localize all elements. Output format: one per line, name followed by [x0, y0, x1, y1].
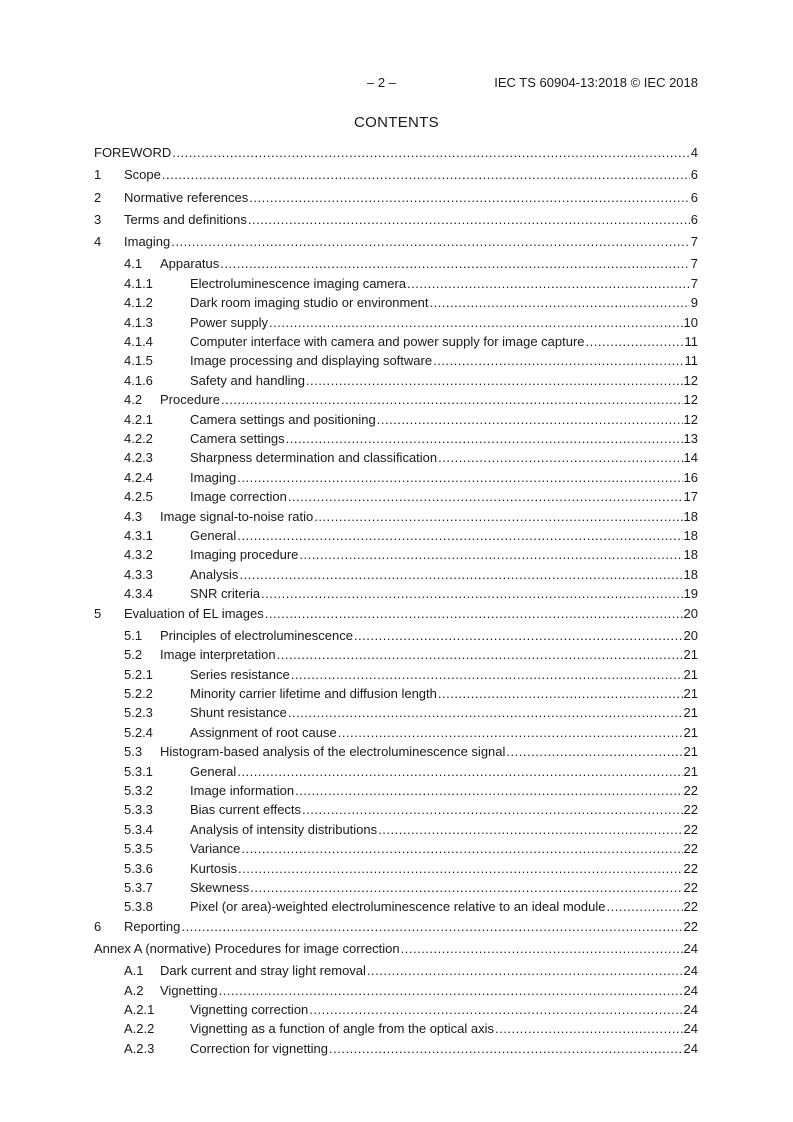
- toc-dot-leader: [171, 234, 690, 249]
- toc-entry-page: 22: [683, 841, 698, 857]
- toc-entry[interactable]: [94, 167, 698, 189]
- toc-entry-page: 20: [683, 627, 698, 643]
- toc-entry-number: 4.2.3: [124, 450, 153, 466]
- toc-entry-page: 22: [683, 860, 698, 876]
- toc-dot-leader: [220, 256, 690, 271]
- toc-entry-number: 5.3.3: [124, 802, 153, 818]
- toc-entry-title: Pixel (or area)-weighted electroluminescence relative to an ideal module: [190, 899, 606, 915]
- toc-entry-title: Analysis of intensity distributions: [190, 821, 378, 837]
- toc-entry-title: General: [190, 763, 237, 779]
- toc-entry-number: A.1: [124, 963, 144, 979]
- toc-entry[interactable]: [94, 725, 698, 744]
- toc-entry-title: Image signal-to-noise ratio: [160, 508, 314, 524]
- toc-entry-title: Image interpretation: [160, 647, 276, 663]
- toc-entry[interactable]: [94, 256, 698, 275]
- toc-dot-leader: [265, 606, 683, 621]
- toc-entry[interactable]: [94, 450, 698, 469]
- toc-entry-title: Scope: [124, 167, 161, 183]
- toc-entry-page: 21: [683, 744, 698, 760]
- toc-dot-leader: [429, 295, 689, 310]
- toc-entry-page: 24: [683, 1021, 698, 1037]
- toc-dot-leader: [306, 373, 683, 388]
- toc-entry-page: 11: [684, 334, 698, 350]
- toc-entry-page: 9: [690, 295, 698, 311]
- toc-dot-leader: [291, 667, 683, 682]
- toc-entry-number: A.2.2: [124, 1021, 155, 1037]
- toc-entry-page: 21: [683, 724, 698, 740]
- toc-entry[interactable]: [94, 647, 698, 666]
- toc-dot-leader: [162, 167, 690, 182]
- toc-dot-leader: [433, 353, 683, 368]
- toc-dot-leader: [288, 489, 683, 504]
- toc-entry[interactable]: [94, 606, 698, 628]
- toc-entry-number: 5.2: [124, 647, 143, 663]
- toc-dot-leader: [237, 528, 682, 543]
- toc-entry[interactable]: [94, 861, 698, 880]
- toc-entry-title: Electroluminescence imaging camera: [190, 275, 407, 291]
- toc-entry-title: Variance: [190, 841, 241, 857]
- toc-entry-number: 4.2.4: [124, 469, 153, 485]
- toc-entry[interactable]: [94, 783, 698, 802]
- toc-entry-number: 5.2.2: [124, 685, 153, 701]
- toc-entry-title: Image information: [190, 782, 295, 798]
- toc-entry-page: 21: [683, 666, 698, 682]
- toc-entry[interactable]: [94, 212, 698, 234]
- toc-entry-page: 21: [683, 763, 698, 779]
- toc-entry-page: 22: [683, 899, 698, 915]
- toc-dot-leader: [249, 190, 689, 205]
- toc-entry[interactable]: [94, 841, 698, 860]
- toc-entry-title: General: [190, 527, 237, 543]
- toc-entry-page: 18: [683, 547, 698, 563]
- toc-dot-leader: [495, 1021, 683, 1036]
- toc-dot-leader: [377, 412, 683, 427]
- toc-entry-number: 4.1.3: [124, 314, 153, 330]
- toc-entry-title: Series resistance: [190, 666, 290, 682]
- toc-entry-title: Reporting: [124, 918, 181, 934]
- toc-dot-leader: [181, 919, 682, 934]
- toc-entry[interactable]: [94, 392, 698, 411]
- toc-entry-title: Histogram-based analysis of the electroluminescence signal: [160, 744, 506, 760]
- toc-entry-page: 6: [690, 189, 698, 205]
- toc-entry-page: 24: [683, 940, 698, 956]
- toc-entry-number: 4.1.6: [124, 372, 153, 388]
- toc-entry-page: 18: [683, 527, 698, 543]
- toc-entry[interactable]: [94, 941, 698, 963]
- toc-dot-leader: [237, 470, 682, 485]
- toc-entry-title: FOREWORD: [94, 145, 172, 160]
- toc-entry-page: 21: [683, 685, 698, 701]
- toc-dot-leader: [172, 145, 689, 160]
- toc-entry-number: 6: [94, 918, 102, 934]
- toc-entry[interactable]: [94, 276, 698, 295]
- toc-entry-page: 12: [683, 411, 698, 427]
- toc-entry-number: 2: [94, 189, 102, 205]
- toc-entry-number: 4.1.4: [124, 334, 153, 350]
- toc-entry-number: A.2: [124, 982, 144, 998]
- toc-entry-number: 5.2.3: [124, 705, 153, 721]
- toc-entry-page: 7: [690, 234, 698, 250]
- toc-entry[interactable]: [94, 822, 698, 841]
- toc-dot-leader: [367, 963, 683, 978]
- toc-entry-title: Camera settings: [190, 431, 285, 446]
- toc-entry-title: Terms and definitions: [124, 211, 247, 227]
- toc-entry[interactable]: [94, 764, 698, 783]
- toc-entry[interactable]: [94, 547, 698, 566]
- toc-dot-leader: [269, 315, 682, 330]
- toc-entry-title: Annex A (normative) Procedures for image correction: [94, 940, 400, 956]
- toc-entry-page: 10: [683, 314, 698, 330]
- page-header: [94, 75, 698, 93]
- toc-entry-title: Vignetting as a function of angle from the optical axis: [190, 1021, 495, 1037]
- toc-entry[interactable]: [94, 190, 698, 212]
- toc-entry[interactable]: [94, 1002, 698, 1021]
- toc-entry[interactable]: [94, 412, 698, 431]
- toc-entry-page: 22: [683, 802, 698, 818]
- toc-dot-leader: [241, 841, 682, 856]
- toc-entry[interactable]: [94, 353, 698, 372]
- toc-entry-page: 22: [683, 879, 698, 895]
- toc-entry-title: Vignetting correction: [190, 1002, 309, 1018]
- toc-entry-number: 5.3.7: [124, 879, 153, 895]
- toc-entry-page: 16: [683, 469, 698, 485]
- toc-dot-leader: [329, 1041, 683, 1056]
- toc-dot-leader: [354, 628, 683, 643]
- toc-dot-leader: [221, 392, 683, 407]
- toc-entry-page: 7: [690, 275, 698, 291]
- toc-entry-number: 4: [94, 234, 102, 250]
- toc-entry-title: Procedure: [160, 392, 220, 408]
- toc-entry-page: 24: [683, 1040, 698, 1056]
- toc-entry-number: 4.1: [124, 256, 143, 272]
- toc-entry[interactable]: [94, 686, 698, 705]
- toc-dot-leader: [302, 802, 682, 817]
- toc-entry-page: 21: [683, 705, 698, 721]
- toc-entry-number: 5.3.1: [124, 763, 153, 779]
- toc-entry-title: Minority carrier lifetime and diffusion length: [190, 685, 437, 701]
- toc-entry[interactable]: [94, 919, 698, 941]
- toc-dot-leader: [250, 880, 682, 895]
- toc-entry-title: Safety and handling: [190, 372, 305, 388]
- toc-entry-number: 5.3.2: [124, 782, 153, 798]
- toc-entry-number: 5.1: [124, 627, 143, 643]
- toc-entry-number: 5.3.8: [124, 899, 153, 915]
- toc-entry[interactable]: [94, 334, 698, 353]
- toc-entry-number: 4.3: [124, 508, 143, 524]
- toc-entry-number: 4.2.2: [124, 431, 153, 446]
- toc-entry-page: 12: [683, 372, 698, 388]
- toc-entry-title: Dark current and stray light removal: [160, 963, 366, 979]
- toc-entry[interactable]: [94, 667, 698, 686]
- toc-dot-leader: [309, 1002, 682, 1017]
- toc-entry-title: Computer interface with camera and power supply for image capture: [190, 334, 585, 350]
- toc-entry[interactable]: [94, 509, 698, 528]
- toc-dot-leader: [586, 334, 684, 349]
- toc-entry-number: 4.1.1: [124, 275, 153, 291]
- toc-entry-number: 4.1.5: [124, 353, 153, 369]
- toc-entry-number: 3: [94, 211, 102, 227]
- toc-entry-title: Correction for vignetting: [190, 1040, 329, 1056]
- toc-dot-leader: [338, 725, 683, 740]
- toc-entry-page: 18: [683, 566, 698, 582]
- toc-entry-number: 4.2.1: [124, 411, 153, 427]
- toc-entry-page: 4: [690, 145, 698, 160]
- toc-entry-page: 7: [690, 256, 698, 272]
- toc-dot-leader: [314, 509, 682, 524]
- toc-entry-page: 12: [683, 392, 698, 408]
- toc-dot-leader: [277, 647, 683, 662]
- toc-entry-page: 11: [684, 353, 698, 369]
- toc-entry-title: Normative references: [124, 189, 249, 205]
- toc-entry-title: Apparatus: [160, 256, 220, 272]
- toc-dot-leader: [378, 822, 682, 837]
- toc-entry-page: 18: [683, 508, 698, 524]
- toc-entry[interactable]: [94, 1041, 698, 1060]
- toc-entry-page: 14: [683, 450, 698, 466]
- toc-entry-page: 21: [683, 647, 698, 663]
- toc-entry-number: 5.3.6: [124, 860, 153, 876]
- toc-entry-page: 6: [690, 211, 698, 227]
- toc-entry-number: 5.3.4: [124, 821, 153, 837]
- toc-entry[interactable]: [94, 470, 698, 489]
- toc-entry-number: 5.2.4: [124, 724, 153, 740]
- toc-entry-title: Analysis: [190, 566, 239, 582]
- toc-entry[interactable]: [94, 373, 698, 392]
- toc-entry-title: Imaging: [124, 234, 171, 250]
- toc-entry-page: 24: [683, 963, 698, 979]
- toc-entry[interactable]: [94, 528, 698, 547]
- toc-dot-leader: [438, 686, 683, 701]
- toc-entry-number: 1: [94, 167, 102, 183]
- toc-entry-number: 4.3.2: [124, 547, 153, 563]
- toc-dot-leader: [506, 744, 682, 759]
- toc-entry-number: 4.3.4: [124, 586, 153, 602]
- toc-entry-number: 5: [94, 605, 102, 621]
- toc-dot-leader: [248, 212, 690, 227]
- toc-entry-page: 22: [683, 918, 698, 934]
- toc-entry[interactable]: [94, 586, 698, 605]
- toc-dot-leader: [261, 586, 682, 601]
- toc-dot-leader: [401, 941, 683, 956]
- toc-entry[interactable]: [94, 628, 698, 647]
- toc-entry-title: Principles of electroluminescence: [160, 627, 353, 643]
- toc-dot-leader: [237, 764, 682, 779]
- page-title: CONTENTS: [354, 114, 439, 131]
- toc-entry[interactable]: [94, 983, 698, 1002]
- toc-entry-number: 4.3.3: [124, 566, 153, 582]
- toc-entry-title: Kurtosis: [190, 860, 237, 876]
- toc-entry-number: 4.3.1: [124, 527, 153, 543]
- toc-dot-leader: [219, 983, 683, 998]
- page-number: – 2 –: [367, 75, 396, 90]
- toc-dot-leader: [607, 899, 683, 914]
- toc-entry[interactable]: [94, 963, 698, 982]
- toc-entry-title: Power supply: [190, 314, 269, 330]
- toc-entry[interactable]: [94, 295, 698, 314]
- toc-entry-page: 17: [683, 489, 698, 505]
- toc-dot-leader: [286, 431, 683, 446]
- toc-entry-title: Evaluation of EL images: [124, 605, 264, 621]
- toc-entry-title: Dark room imaging studio or environment: [190, 295, 429, 311]
- toc-entry[interactable]: [94, 1021, 698, 1040]
- toc-entry[interactable]: [94, 489, 698, 508]
- toc-entry-page: 24: [683, 1002, 698, 1018]
- toc-entry-title: Sharpness determination and classification: [190, 450, 438, 466]
- toc-entry-number: 4.2.5: [124, 489, 153, 505]
- toc-entry-number: 4.1.2: [124, 295, 153, 311]
- document-identifier: IEC TS 60904-13:2018 © IEC 2018: [494, 75, 698, 90]
- toc-entry-title: Imaging procedure: [190, 547, 299, 563]
- toc-entry-page: 22: [683, 782, 698, 798]
- toc-entry[interactable]: [94, 744, 698, 763]
- toc-entry-page: 13: [683, 431, 698, 446]
- toc-entry-number: A.2.3: [124, 1040, 155, 1056]
- toc-entry-number: 4.2: [124, 392, 143, 408]
- toc-entry[interactable]: [94, 705, 698, 724]
- toc-entry-title: Shunt resistance: [190, 705, 287, 721]
- toc-entry-title: Camera settings and positioning: [190, 411, 376, 427]
- toc-entry-title: Image correction: [190, 489, 287, 505]
- toc-entry-title: Skewness: [190, 879, 250, 895]
- toc-dot-leader: [295, 783, 682, 798]
- table-of-contents: [94, 145, 698, 1060]
- toc-entry-page: 24: [683, 982, 698, 998]
- toc-entry[interactable]: [94, 802, 698, 821]
- toc-entry-title: Image processing and displaying software: [190, 353, 433, 369]
- toc-entry[interactable]: [94, 899, 698, 918]
- toc-dot-leader: [238, 861, 683, 876]
- toc-entry-page: 19: [683, 586, 698, 602]
- toc-dot-leader: [288, 705, 683, 720]
- toc-entry-title: Imaging: [190, 469, 237, 485]
- toc-entry-title: Vignetting: [160, 982, 218, 998]
- toc-entry[interactable]: [94, 315, 698, 334]
- toc-entry[interactable]: [94, 234, 698, 256]
- toc-entry-number: A.2.1: [124, 1002, 155, 1018]
- toc-entry[interactable]: [94, 145, 698, 167]
- toc-dot-leader: [239, 567, 682, 582]
- toc-entry[interactable]: [94, 567, 698, 586]
- toc-entry[interactable]: [94, 431, 698, 450]
- toc-dot-leader: [299, 547, 682, 562]
- toc-entry-number: 5.3.5: [124, 841, 153, 857]
- toc-entry-page: 6: [690, 167, 698, 183]
- toc-entry-title: Bias current effects: [190, 802, 302, 818]
- toc-dot-leader: [438, 450, 682, 465]
- toc-entry-number: 5.3: [124, 744, 143, 760]
- toc-entry-title: Assignment of root cause: [190, 724, 337, 740]
- toc-dot-leader: [407, 276, 690, 291]
- toc-entry-title: SNR criteria: [190, 586, 261, 602]
- toc-entry[interactable]: [94, 880, 698, 899]
- toc-entry-number: 5.2.1: [124, 666, 153, 682]
- toc-entry-page: 20: [683, 605, 698, 621]
- toc-entry-page: 22: [683, 821, 698, 837]
